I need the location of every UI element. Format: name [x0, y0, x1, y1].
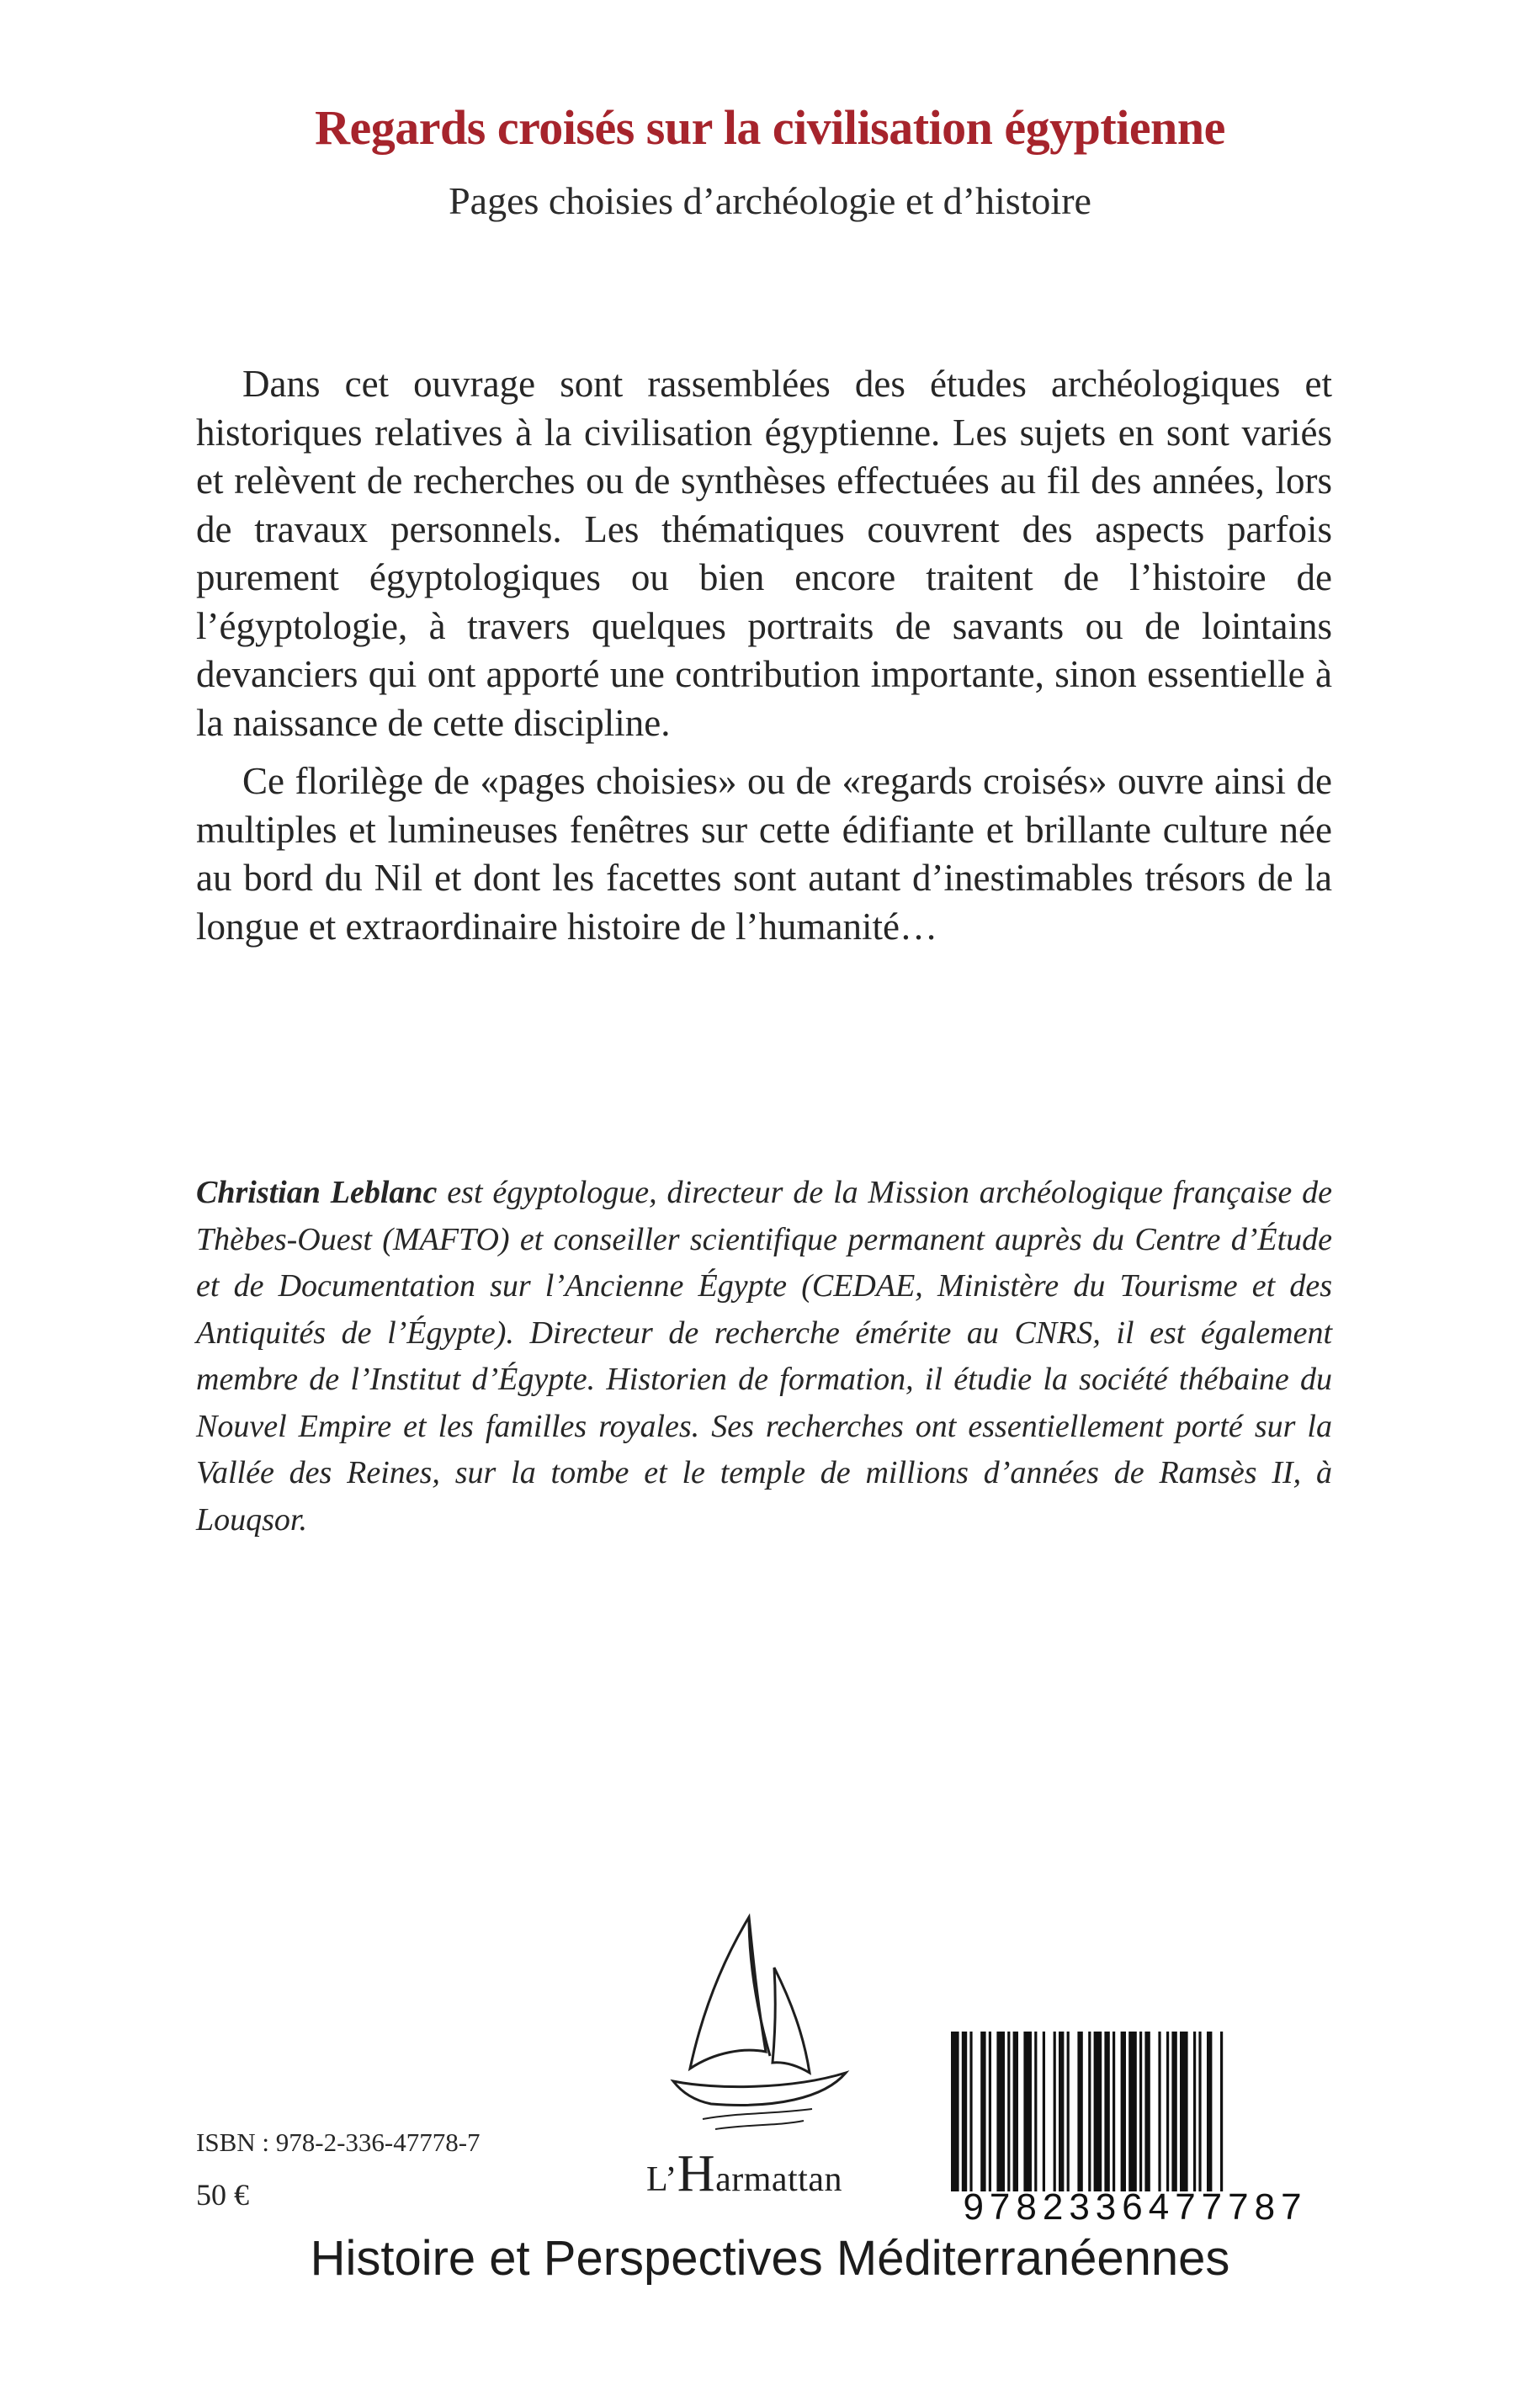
barcode-bar [980, 2032, 985, 2191]
publisher-initial: H [677, 2145, 716, 2202]
book-title: Regards croisés sur la civilisation égyptienne [315, 100, 1225, 155]
barcode-bar [1128, 2032, 1137, 2191]
author-bio-text: est égyptologue, directeur de la Mission archéologique française de Thèbes-Ouest (MAFTO) et conseiller scientifique permanent auprès du Centre d’Étude et de Documentation sur l’Ancienne Égypte (CEDAE, Ministère du Tourisme et des Antiquités de l’Égypte). Directeur de recherche émérite au CNRS, il est également membre de l’Institut d’Égypte. Historien de formation, il étudie la société thébaine du Nouvel Empire et les familles royales. Ses recherches ont essentiellement porté sur la Vallée des Reines, sur la tombe et le temple de millions d’années de Ramsès II, à Louqsor. [196, 1175, 1332, 1538]
back-cover-blurb [196, 360, 1332, 951]
price-text: 50 € [196, 2178, 249, 2212]
barcode-bar [1113, 2032, 1115, 2191]
barcode-bar [1054, 2032, 1056, 2191]
barcode-bar [1193, 2032, 1196, 2191]
author-bio [196, 1170, 1332, 1543]
barcode [943, 2032, 1328, 2242]
barcode-bar [1121, 2032, 1126, 2191]
barcode-bar [996, 2032, 1005, 2191]
barcode-bar [989, 2032, 991, 2191]
series-name: Histoire et Perspectives Méditerranéennes [310, 2231, 1230, 2286]
barcode-bar [1207, 2032, 1212, 2191]
barcode-icon [943, 2032, 1328, 2191]
barcode-bar [1171, 2032, 1176, 2191]
barcode-bar [1077, 2032, 1082, 2191]
barcode-bar [1166, 2032, 1169, 2191]
barcode-bar [1088, 2032, 1091, 2191]
barcode-bar [969, 2032, 972, 2191]
barcode-digits: 9782336477787 [963, 2186, 1308, 2228]
barcode-bar [1023, 2032, 1032, 2191]
barcode-bar [1158, 2032, 1160, 2191]
barcode-bar [1034, 2032, 1037, 2191]
publisher-wordmark [646, 2144, 842, 2204]
publisher-rest: armattan [715, 2160, 842, 2199]
barcode-bar [1198, 2032, 1201, 2191]
author-name: Christian Leblanc [196, 1175, 438, 1210]
barcode-bar [1180, 2032, 1188, 2191]
barcode-bar [1094, 2032, 1102, 2191]
isbn-text: ISBN : 978-2-336-47778-7 [196, 2127, 481, 2157]
barcode-bar [1013, 2032, 1018, 2191]
barcode-bar [1059, 2032, 1064, 2191]
barcode-bar [1139, 2032, 1142, 2191]
publisher-prefix: L’ [646, 2160, 677, 2199]
barcode-bar [1043, 2032, 1045, 2191]
barcode-bar [951, 2032, 959, 2191]
barcode-bar [1007, 2032, 1010, 2191]
book-subtitle: Pages choisies d’archéologie et d’histoire [449, 179, 1091, 222]
barcode-bar [1220, 2032, 1223, 2191]
blurb-paragraph-2: Ce florilège de «pages choisies» ou de «regards croisés» ouvre ainsi de multiples et lumineuses fenêtres sur cette édifiante et brillante culture née au bord du Nil et dont les facettes sont autant d’inestimables trésors de la longue et extraordinaire histoire de l’humanité… [196, 760, 1332, 948]
barcode-bar [962, 2032, 967, 2191]
blurb-paragraph-1: Dans cet ouvrage sont rassemblées des études archéologiques et historiques relatives à la civilisation égyptienne. Les sujets en sont variés et relèvent de recherches ou de synthèses effectuées au fil des années, lors de travaux personnels. Les thématiques couvrent des aspects parfois purement égyptologiques ou bien encore traitent de l’histoire de l’égyptologie, à travers quelques portraits de savants ou de lointains devanciers qui ont apporté une contribution importante, sinon essentielle à la naissance de cette discipline. [196, 363, 1332, 744]
barcode-bar [1104, 2032, 1109, 2191]
barcode-bar [1144, 2032, 1150, 2191]
barcode-bar [1067, 2032, 1070, 2191]
